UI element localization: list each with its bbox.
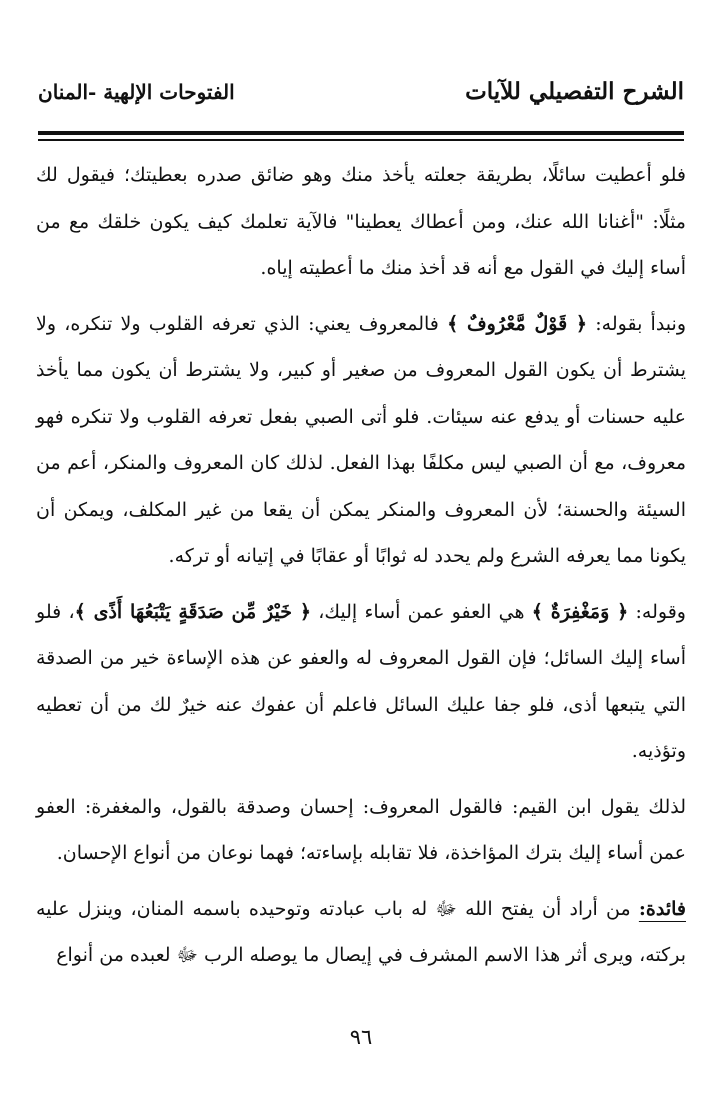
- page-number: ٩٦: [349, 1025, 373, 1049]
- book-title: الشرح التفصيلي للآيات: [465, 78, 684, 105]
- quran-verse-khayr-min-sadaqa: ﴿ خَيْرٌ مِّن صَدَقَةٍ يَتْبَعُهَا أَذًى ﴾: [74, 600, 311, 623]
- paragraph-1: فلو أعطيت سائلًا، بطريقة جعلته يأخذ منك وهو ضائق صدره بعطيتك؛ فيقول لك مثلًا: "أغنانا الله عنك، ومن أعطاك يعطينا" فالآية تعلمك كيف يكون خلقك مع من أساء إليك في القول مع أنه قد أخذ منك ما أعطيته إياه.: [36, 164, 686, 279]
- benefit-label: فائدة:: [638, 897, 686, 920]
- paragraph-3-mid: هي العفو عمن أساء إليك،: [310, 600, 532, 623]
- paragraph-5: [36, 886, 686, 979]
- paragraph-3: [36, 589, 686, 775]
- paragraph-2-text: فالمعروف يعني: الذي تعرفه القلوب ولا تنكره، ولا يشترط أن يكون القول المعروف من صغير أو كبير، ولا يشترط أن يكون مما يأخذ عليه حسنات أو يدفع عنه سيئات. فلو أتى الصبي بفعل تعرفه القلوب ولا تنكره فهو معروف، مع أن الصبي ليس مكلفًا بهذا الفعل. لذلك كان المعروف والمنكر، أعم من السيئة والحسنة؛ لأن المعروف والمنكر يمكن أن يقعا من غير المكلف، ويمكن أن يكونا مما يعرفه الشرع ولم يحدد له ثوابًا أو عقابًا في إتيانه أو تركه.: [36, 312, 686, 567]
- paragraph-4: لذلك يقول ابن القيم: فالقول المعروف: إحسان وصدقة بالقول، والمغفرة: العفو عمن أساء إليك بترك المؤاخذة، فلا تقابله بإساءته؛ فهما نوعان من أنواع الإحسان.: [36, 795, 686, 864]
- paragraph-2-lead: ونبدأ بقوله:: [587, 312, 686, 335]
- page-header: [38, 78, 684, 122]
- header-rule-thick: [38, 131, 684, 135]
- paragraph-3-lead: وقوله:: [628, 600, 686, 623]
- header-rule-thin: [38, 139, 684, 141]
- quran-verse-maghfira: ﴿ وَمَغْفِرَةٌ ﴾: [531, 600, 629, 623]
- paragraph-2: [36, 301, 686, 580]
- quran-verse-qawl-maruf: ﴿ قَوْلٌ مَّعْرُوفٌ ﴾: [447, 312, 588, 335]
- chapter-title: الفتوحات الإلهية -المنان: [38, 80, 235, 104]
- paragraph-5-text: من أراد أن يفتح الله ﷻ له باب عبادته وتوحيده باسمه المنان، وينزل عليه بركته، ويرى أثر هذا الاسم المشرف في إيصال ما يوصله الرب ﷻ لعبده من أنواع: [36, 897, 686, 966]
- paragraph-3-text: ، فلو أساء إليك السائل؛ فإن القول المعروف له والعفو عن هذه الإساءة خير من الصدقة التي يتبعها أذى، فلو جفا عليك السائل فاعلم أن عفوك عنه خيرٌ لك من أن تعطيه وتؤذيه.: [36, 600, 686, 762]
- page-body: [36, 152, 686, 979]
